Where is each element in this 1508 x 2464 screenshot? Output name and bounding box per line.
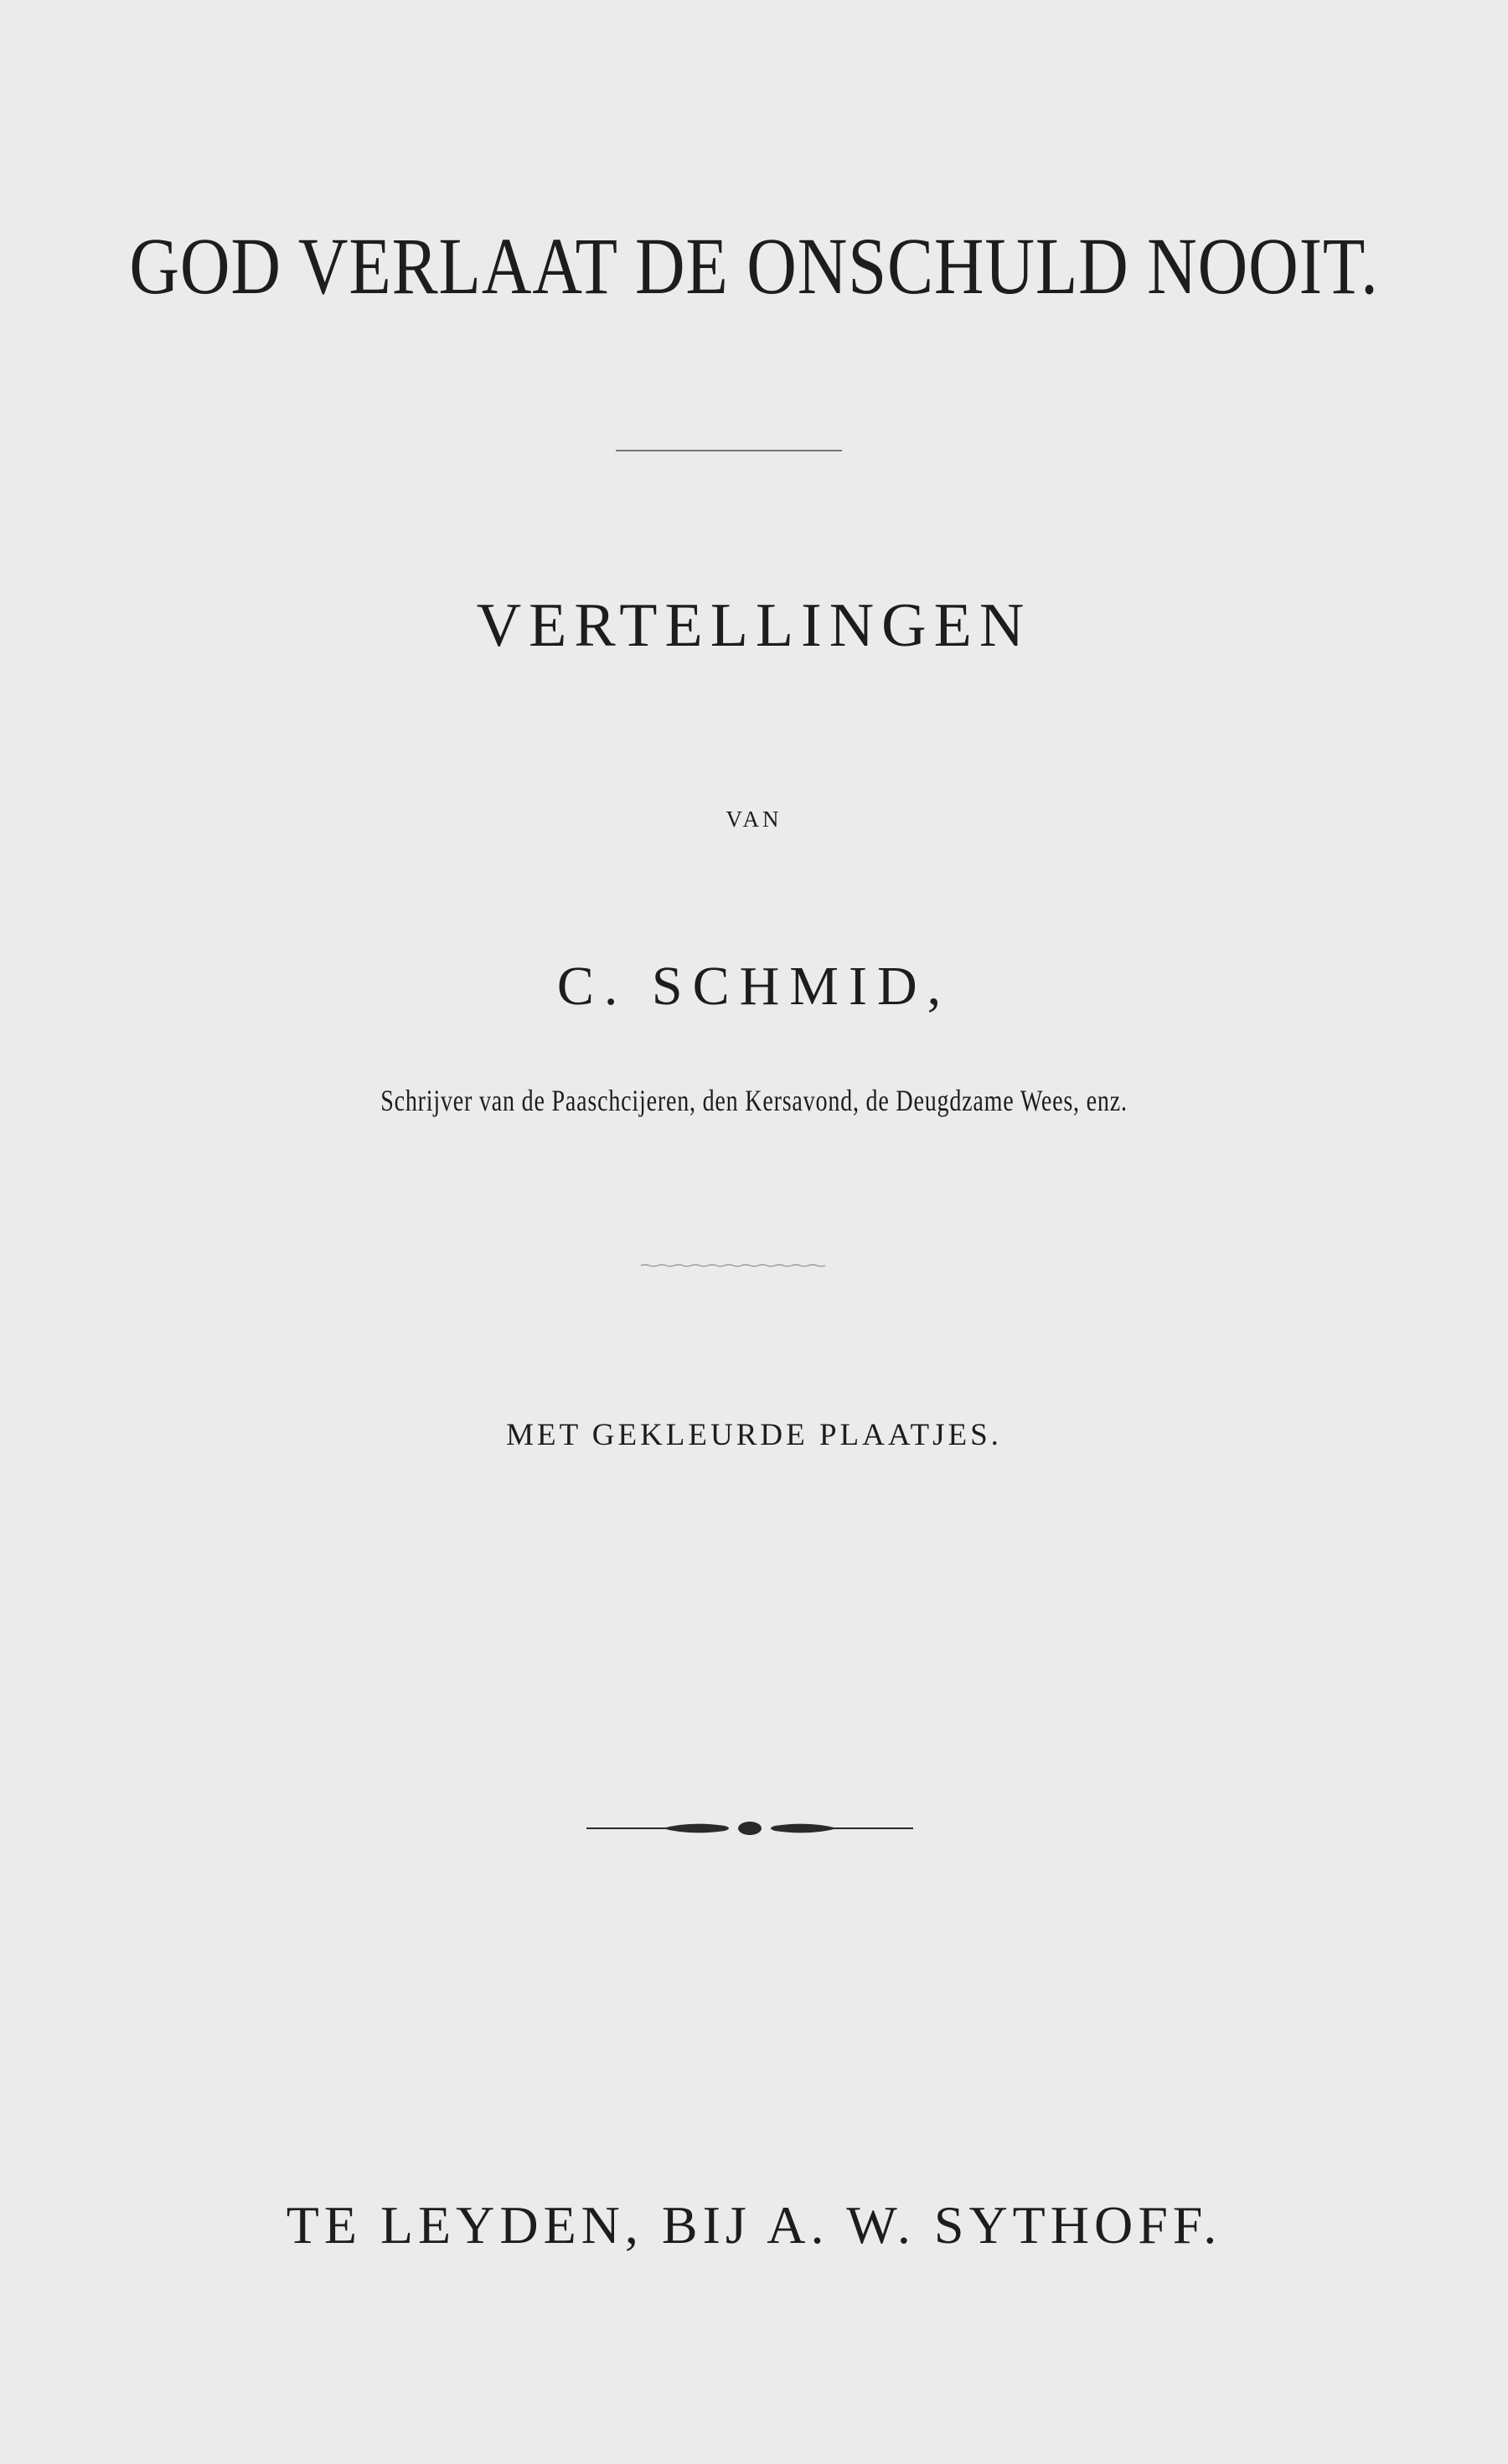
author-credits: Schrijver van de Paaschcijeren, den Kersavond, de Deugdzame Wees, enz. — [380, 1084, 1128, 1117]
by-line: VAN — [726, 807, 782, 832]
ornamental-divider — [586, 1817, 913, 1839]
illustrations-note: MET GEKLEURDE PLAATJES. — [506, 1418, 1002, 1452]
title-divider-rule — [616, 450, 842, 451]
book-title: GOD VERLAAT DE ONSCHULD NOOIT. — [129, 221, 1379, 311]
publisher-imprint: TE LEYDEN, BIJ A. W. SYTHOFF. — [286, 2195, 1222, 2255]
wavy-divider-rule — [641, 1264, 829, 1267]
author-name: C. SCHMID, — [556, 956, 952, 1017]
book-subtitle: VERTELLINGEN — [476, 591, 1032, 660]
